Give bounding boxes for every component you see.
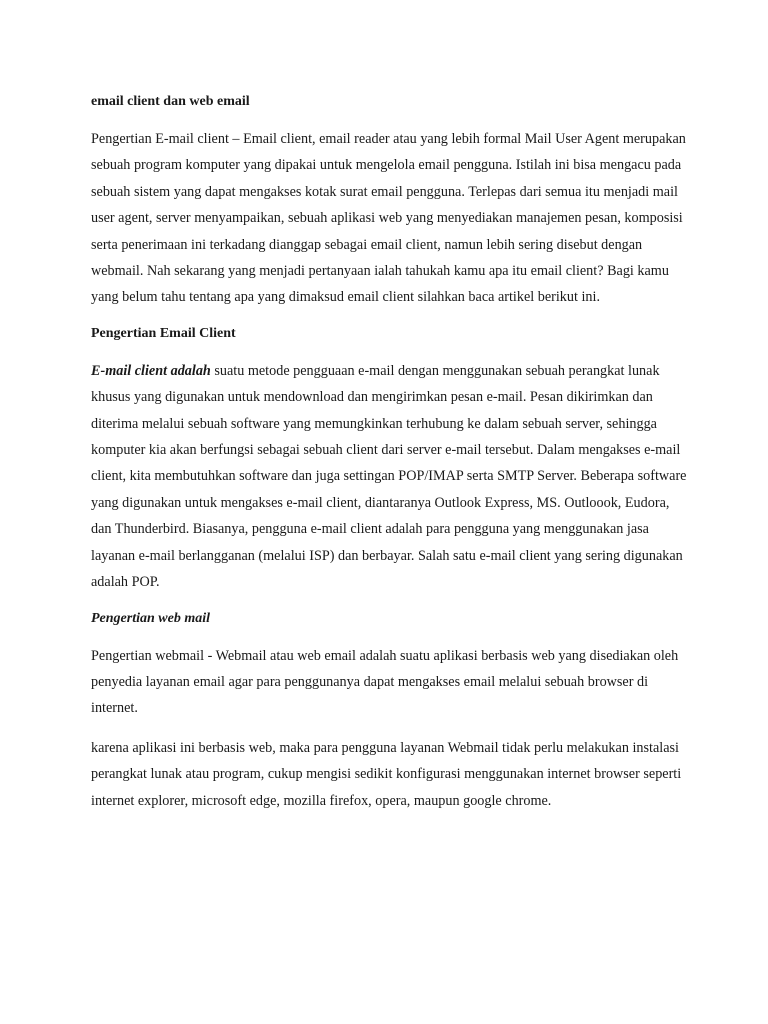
email-client-definition: suatu metode pengguaan e-mail dengan menggunakan sebuah perangkat lunak khusus yang digunakan untuk mendownload dan mengirimkan pesan e-mail. Pesan dikirimkan dan diterima melalui sebuah software yang memungkinkan terhubung ke dalam sebuah server, sehingga komputer kia akan berfungsi sebagai sebuah client dari server e-mail tersebut. Dalam mengakses e-mail client, kita membutuhkan software dan juga settingan POP/IMAP serta SMTP Server. Beberapa software yang digunakan untuk mengakses e-mail client, diantaranya Outlook Express, MS. Outloook, Eudora, dan Thunderbird. Biasanya, pengguna e-mail client adalah para pengguna yang menggunakan jasa layanan e-mail berlangganan (melalui ISP) dan berbayar. Salah satu e-mail client yang sering digunakan adalah POP. — [91, 362, 687, 591]
document-page — [91, 92, 691, 814]
intro-paragraph: Pengertian E-mail client – Email client, email reader atau yang lebih formal Mail User Agent merupakan sebuah program komputer yang dipakai untuk mengelola email pengguna. Istilah ini bisa mengacu pada sebuah sistem yang dapat mengakses kotak surat email pengguna. Terlepas dari semua itu menjadi mail user agent, server menyampaikan, sebuah aplikasi web yang menyediakan manajemen pesan, komposisi serta penerimaan ini terkadang dianggap sebagai email client, namun lebih sering disebut dengan webmail. Nah sekarang yang menjadi pertanyaan ialah tahukah kamu apa itu email client? Bagi kamu yang belum tahu tentang apa yang dimaksud email client silahkan baca artikel berikut ini. — [91, 131, 686, 306]
document-title: email client dan web email — [91, 94, 250, 109]
section-heading-web-mail: Pengertian web mail — [91, 610, 210, 626]
webmail-paragraph-2: karena aplikasi ini berbasis web, maka para pengguna layanan Webmail tidak perlu melakukan instalasi perangkat lunak atau program, cukup mengisi sedikit konfigurasi menggunakan internet browser seperti internet explorer, microsoft edge, mozilla firefox, opera, maupun google chrome. — [91, 739, 682, 809]
section-heading-email-client: Pengertian Email Client — [91, 325, 236, 341]
webmail-paragraph-1: Pengertian webmail - Webmail atau web email adalah suatu aplikasi berbasis web yang disediakan oleh penyedia layanan email agar para penggunanya dapat mengakses email melalui sebuah browser di internet. — [91, 647, 679, 717]
email-client-term: E-mail client adalah — [91, 362, 211, 379]
email-client-paragraph — [91, 358, 691, 596]
